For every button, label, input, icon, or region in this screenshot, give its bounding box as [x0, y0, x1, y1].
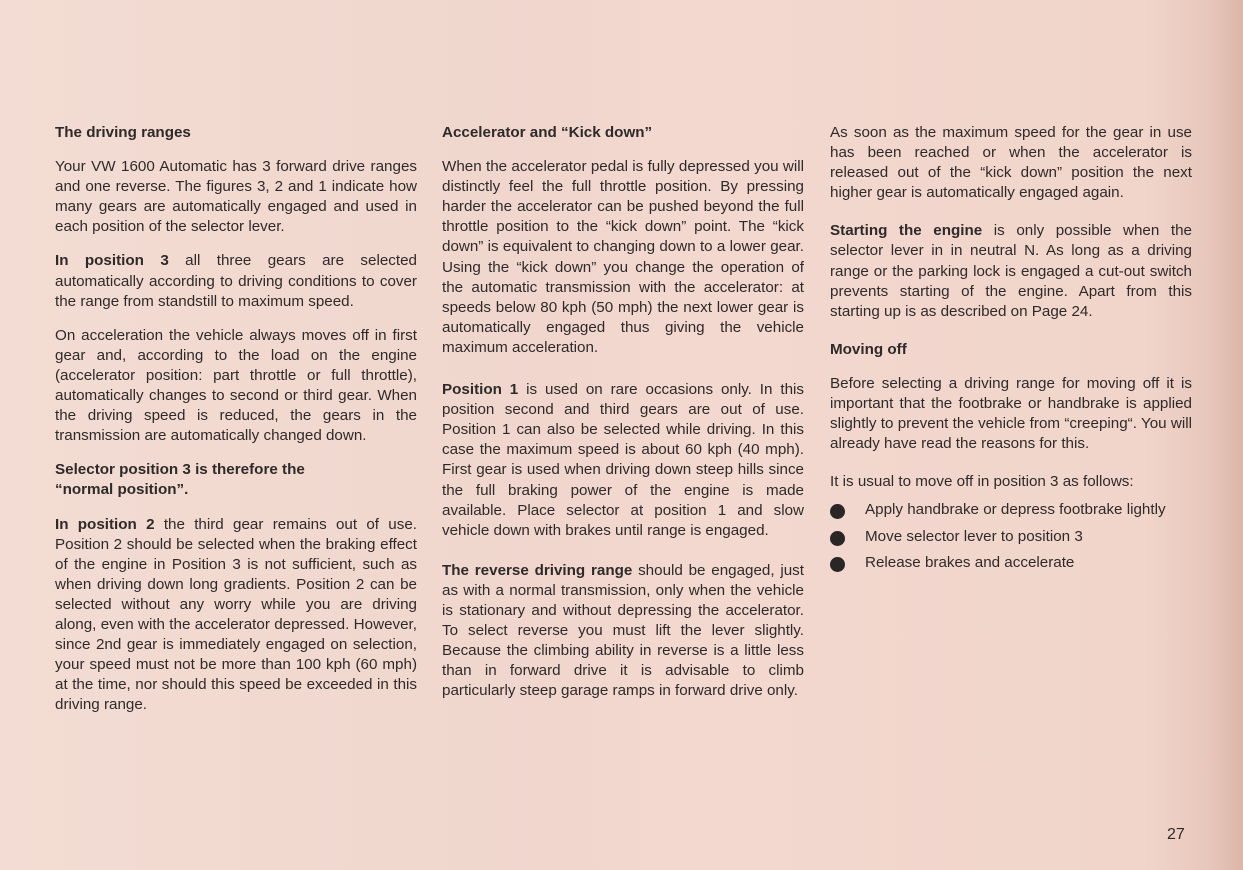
list-item: [830, 527, 1192, 547]
page-number: 27: [1167, 826, 1185, 843]
text-position-1: is used on rare occasions only. In this position second and third gears are out of use. Position 1 can also be selected while driving. In this case the maximum speed is about 60 kph (40 mph). First gear is used when driving down steep hills since the full braking power of the engine is made available. Place selector at position 1 and slow vehicle down with brakes until range is engaged.: [442, 381, 804, 539]
step-text: Apply handbrake or depress footbrake lightly: [865, 501, 1166, 519]
paragraph-position-2: [55, 515, 417, 716]
right-column: [830, 123, 1192, 579]
heading-normal-position: [55, 460, 417, 500]
text-position-2: the third gear remains out of use. Position 2 should be selected when the braking effect of the engine in Position 3 is not sufficient, such as when driving down long gradients. Position 2 can be selected without any worry while you are driving along, even with the accelerator depressed. However, since 2nd gear is immediately engaged on selection, your speed must not be more than 100 kph (60 mph) at the time, nor should this speed be exceeded in this driving range.: [55, 515, 418, 714]
label-reverse: The reverse driving range: [442, 561, 633, 579]
paragraph-before-selecting: Before selecting a driving range for moving off it is important that the footbrake or handbrake is applied slightly to prevent the vehicle from “creeping“. You will already have read the reasons for this.: [830, 374, 1192, 453]
heading-normal-position-line1: Selector position 3 is therefore the: [55, 461, 305, 479]
heading-kick-down: Accelerator and “Kick down”: [442, 124, 653, 141]
step-text: Move selector lever to position 3: [865, 527, 1083, 545]
paragraph-intro: Your VW 1600 Automatic has 3 forward drive ranges and one reverse. The figures 3, 2 and 1 indicate how many gears are automatically engaged and used in each position of the selector lever.: [55, 158, 417, 236]
paragraph-starting-engine: [830, 221, 1192, 321]
bullet-icon: [830, 557, 845, 572]
list-item: [830, 500, 1192, 520]
label-starting-engine: Starting the engine: [830, 222, 983, 240]
move-off-steps-list: [830, 500, 1192, 572]
paragraph-position-1: [442, 380, 804, 541]
list-item: [830, 553, 1192, 573]
paragraph-usual-move-off: It is usual to move off in position 3 as follows:: [830, 473, 1134, 491]
heading-driving-ranges: The driving ranges: [55, 124, 191, 141]
text-starting-engine: is only possible when the selector lever in in neutral N. As long as a driving range or the parking lock is engaged a cut-out switch prevents starting of the engine. Apart from this starting up is as described on Page 24.: [830, 222, 1193, 320]
heading-moving-off: Moving off: [830, 340, 907, 358]
bullet-icon: [830, 504, 845, 519]
step-text: Release brakes and accelerate: [865, 553, 1075, 571]
label-position-3: In position 3: [55, 252, 169, 270]
paragraph-max-speed: As soon as the maximum speed for the gear in use has been reached or when the accelerator is released out of the “kick down” position the next higher gear is automatically engaged again.: [830, 124, 1192, 202]
paragraph-position-3: [55, 251, 417, 311]
left-column: [55, 123, 417, 729]
bullet-icon: [830, 531, 845, 546]
text-position-3: all three gears are selected automatically according to driving conditions to cover the range from standstill to maximum speed.: [55, 252, 417, 310]
paragraph-reverse: [442, 561, 804, 702]
heading-normal-position-line2: “normal position”.: [55, 481, 189, 499]
text-reverse: should be engaged, just as with a normal transmission, only when the vehicle is stationary and without depressing the accelerator. To select reverse you must lift the lever slightly. Because the climbing ability in reverse is a little less than in forward drive it is advisable to climb particularly steep garage ramps in forward drive only.: [442, 561, 804, 700]
paragraph-kick-down: When the accelerator pedal is fully depressed you will distinctly feel the full throttle position. By pressing harder the accelerator can be pushed beyond the full throttle position to the “kick down” point. The “kick down” is equivalent to changing down to a lower gear. Using the “kick down” you change the operation of the automatic transmission with the accelerator: at speeds below 80 kph (50 mph) the next lower gear is automatically engaged thus giving the vehicle maximum acceleration.: [442, 158, 804, 356]
label-position-1: Position 1: [442, 381, 519, 399]
paragraph-acceleration: On acceleration the vehicle always moves off in first gear and, according to the load on the engine (accelerator position: part throttle or full throttle), automatically changes to second or third gear. When the driving speed is reduced, the gears in the transmission are automatically changed down.: [55, 326, 417, 445]
middle-column: [442, 123, 804, 715]
label-position-2: In position 2: [55, 515, 155, 533]
